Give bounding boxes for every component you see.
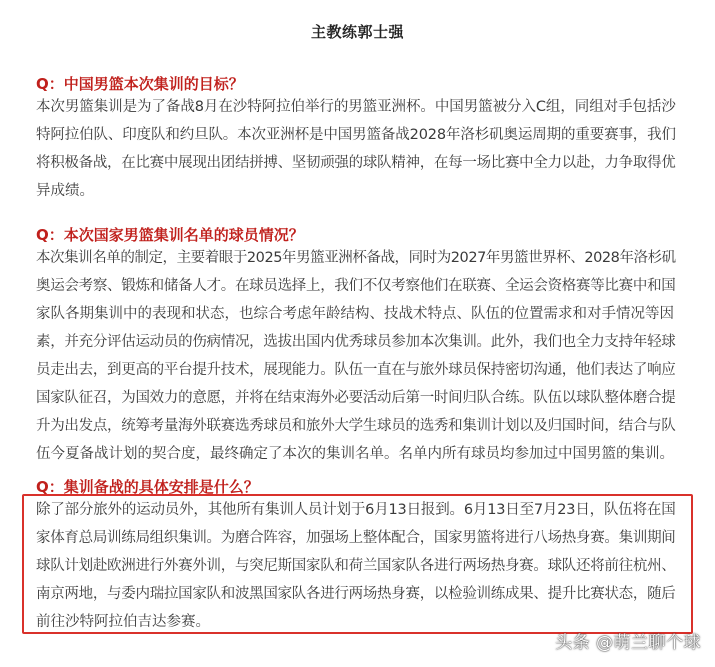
question-heading: Q：中国男篮本次集训的目标？ <box>36 75 244 93</box>
answer-line: 家体育总局训练局组织集训。为磨合阵容，加强场上整体配合，国家男篮将进行八场热身赛。集训期间 <box>36 530 676 546</box>
answer-line: 南京两地，与委内瑞拉国家队和波黑国家队各进行两场热身赛，以检验训练成果、提升比赛状态，随后 <box>36 586 676 602</box>
answer-line: 除了部分旅外的运动员外，其他所有集训人员计划于6月13日报到。6月13日至7月23日，队伍将在国 <box>36 502 676 518</box>
answer-line: 特阿拉伯队、印度队和约旦队。本次亚洲杯是中国男篮备战2028年洛杉矶奥运周期的重要赛事，我们 <box>36 127 676 143</box>
question-heading: Q：集训备战的具体安排是什么？ <box>36 478 259 496</box>
answer-line: 奥运会考察、锻炼和储备人才。在球员选择上，我们不仅考察他们在联赛、全运会资格赛等比赛中和国 <box>36 278 676 294</box>
answer-line: 本次男篮集训是为了备战8月在沙特阿拉伯举行的男篮亚洲杯。中国男篮被分入C组，同组对手包括沙 <box>36 99 676 115</box>
article-title: 主教练郭士强 <box>310 23 404 41</box>
answer-line: 异成绩。 <box>36 183 94 199</box>
answer-paragraph <box>36 244 676 468</box>
answer-paragraph <box>36 496 676 636</box>
answer-line: 员走出去，到更高的平台提升技术，展现能力。队伍一直在与旅外球员保持密切沟通，他们表达了响应 <box>36 362 676 378</box>
answer-paragraph <box>36 93 676 205</box>
answer-line: 将积极备战，在比赛中展现出团结拼搏、坚韧顽强的球队精神，在每一场比赛中全力以赴，力争取得优 <box>36 155 676 171</box>
answer-line: 升为出发点，统筹考量海外联赛选秀球员和旅外大学生球员的选秀和集训计划以及归国时间，结合与队 <box>36 418 676 434</box>
answer-line: 前往沙特阿拉伯吉达参赛。 <box>36 614 210 630</box>
answer-line: 伍今夏备战计划的契合度，最终确定了本次的集训名单。名单内所有球员均参加过中国男篮的集训。 <box>36 446 674 462</box>
question-heading: Q：本次国家男篮集训名单的球员情况？ <box>36 226 304 244</box>
answer-line: 国家队征召，为国效力的意愿，并将在结束海外必要活动后第一时间归队合练。队伍以球队整体磨合提 <box>36 390 676 406</box>
answer-line: 球队计划赴欧洲进行外赛外训，与突尼斯国家队和荷兰国家队各进行两场热身赛。球队还将前往杭州、 <box>36 558 676 574</box>
answer-line: 素，并充分评估运动员的伤病情况，选拔出国内优秀球员参加本次集训。此外，我们也全力支持年轻球 <box>36 334 676 350</box>
answer-line: 本次集训名单的制定，主要着眼于2025年男篮亚洲杯备战，同时为2027年男篮世界杯、2028年洛杉矶 <box>36 250 676 266</box>
source-watermark: 头条 @萌兰聊个球 <box>555 633 701 653</box>
answer-line: 家队各期集训中的表现和状态，也综合考虑年龄结构、技战术特点、队伍的位置需求和对手情况等因 <box>36 306 674 322</box>
